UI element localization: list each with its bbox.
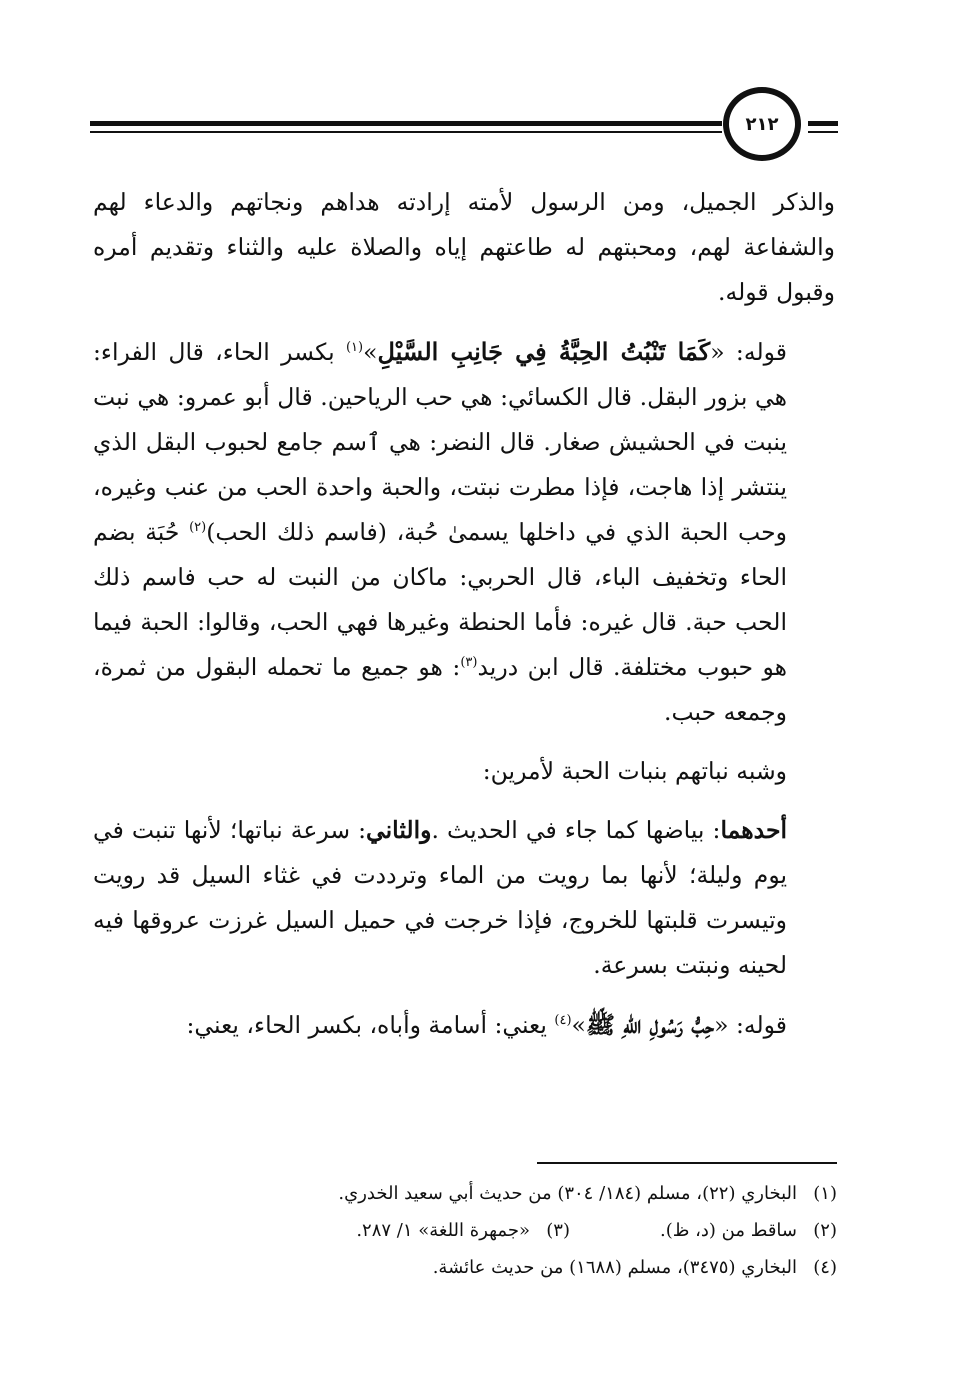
main-text xyxy=(93,180,835,1048)
paragraph-4: أحدهما: بياضها كما جاء في الحديث .والثاني: سرعة نباتها؛ لأنها تنبت في يوم وليلة؛ لأنها بما رويت من الماء وترددت في غثاء السيل قد رويت وتيسرت قلبتها للخروج، فإذا خرجت في حميل السيل غرزت عروقها فيه لحينه ونبتت بسرعة. xyxy=(93,816,787,979)
hadith-quote: حِبُّ رَسُولِ اللهِ ﷺ xyxy=(585,1010,715,1039)
footnote-ref-3: (٣) xyxy=(460,655,478,671)
footnote-number: (١) xyxy=(813,1183,837,1204)
footnote-2 xyxy=(660,1212,837,1249)
footnote-3 xyxy=(356,1212,570,1249)
footnote-number: (٣) xyxy=(546,1220,570,1241)
footnote-text: البخاري (٣٤٧٥)، مسلم (١٦٨٨) من حديث عائشة. xyxy=(432,1257,797,1278)
footnote-ref-2: (٢) xyxy=(189,520,207,536)
paragraph-5: قوله: «حِبُّ رَسُولِ اللهِ ﷺ»$^{(٤)}$ يعني: أسامة وأباه، بكسر الحاء، يعني: xyxy=(186,1010,787,1039)
footnote-text: «جمهرة اللغة» ١/ ٢٨٧. xyxy=(356,1220,530,1241)
header-rule-thick xyxy=(90,121,722,126)
paragraph-3: وشبه نباتهم بنبات الحبة لأمرين: xyxy=(482,757,787,785)
footnote-text: البخاري (٢٢)، مسلم (١٨٤/ ٣٠٤) من حديث أبي سعيد الخدري. xyxy=(338,1183,797,1204)
paragraph-1: والذكر الجميل، ومن الرسول لأمته إرادته هداهم ونجاتهم والدعاء لهم والشفاعة لهم، ومحبتهم له طاعتهم إياه والصلاة عليه والثناء وتقديم أمره وقبول قوله. xyxy=(93,188,835,306)
label-second: والثاني xyxy=(366,816,432,844)
page-header xyxy=(90,85,840,175)
page-number: ٢١٢ xyxy=(745,113,779,135)
header-rule-right-thin xyxy=(808,131,838,133)
label-first: أحدهما xyxy=(720,816,787,844)
footnotes xyxy=(93,1175,837,1286)
footnote-separator xyxy=(537,1162,837,1164)
footnote-number: (٤) xyxy=(813,1257,837,1278)
paragraph-2: قوله: «كَمَا تَنْبُتُ الحِبَّةُ فِي جَانِبِ السَّيْلِ»$^{(١)}$ بكسر الحاء، قال الفراء: هي بزور البقل. قال الكسائي: هي حب الرياحين. قال أبو عمرو: هي نبت ينبت في الحشيش صغار. قال النضر: هي ٱسم جامع لحبوب البقل الذي ينتشر إذا هاجت، فإذا مطرت نبتت، والحبة واحدة الحب من عنب وغيره، وحب الحبة الذي في داخلها يسمىٰ حُبة، (فاسم ذلك الحب)$^{(٢)}$ حُبَة بضم الحاء وتخفيف الباء، قال الحربي: ماكان من النبت له حب فاسم ذلك الحب حبة. قال غيره: فأما الحنطة وغيرها فهي الحب، وقالوا: الحبة فيما هو حبوب مختلفة. قال ابن دريد$^{(٣)}$: هو جميع ما تحمله البقول من ثمرة، وجمعه حبب. xyxy=(93,337,787,726)
header-rule-right xyxy=(808,121,838,126)
footnote-4 xyxy=(93,1249,837,1286)
header-rule-thin xyxy=(90,131,722,133)
quran-quote: كَمَا تَنْبُتُ الحِبَّةُ فِي جَانِبِ السَّيْلِ xyxy=(377,337,711,366)
footnote-number: (٢) xyxy=(813,1220,837,1241)
page-number-badge xyxy=(723,87,801,161)
footnote-text: ساقط من (د، ظ). xyxy=(659,1220,797,1241)
footnote-1 xyxy=(93,1175,837,1212)
footnote-row xyxy=(93,1212,837,1249)
footnote-ref-1: (١) xyxy=(345,340,364,356)
footnote-ref-4: (٤) xyxy=(554,1013,572,1029)
